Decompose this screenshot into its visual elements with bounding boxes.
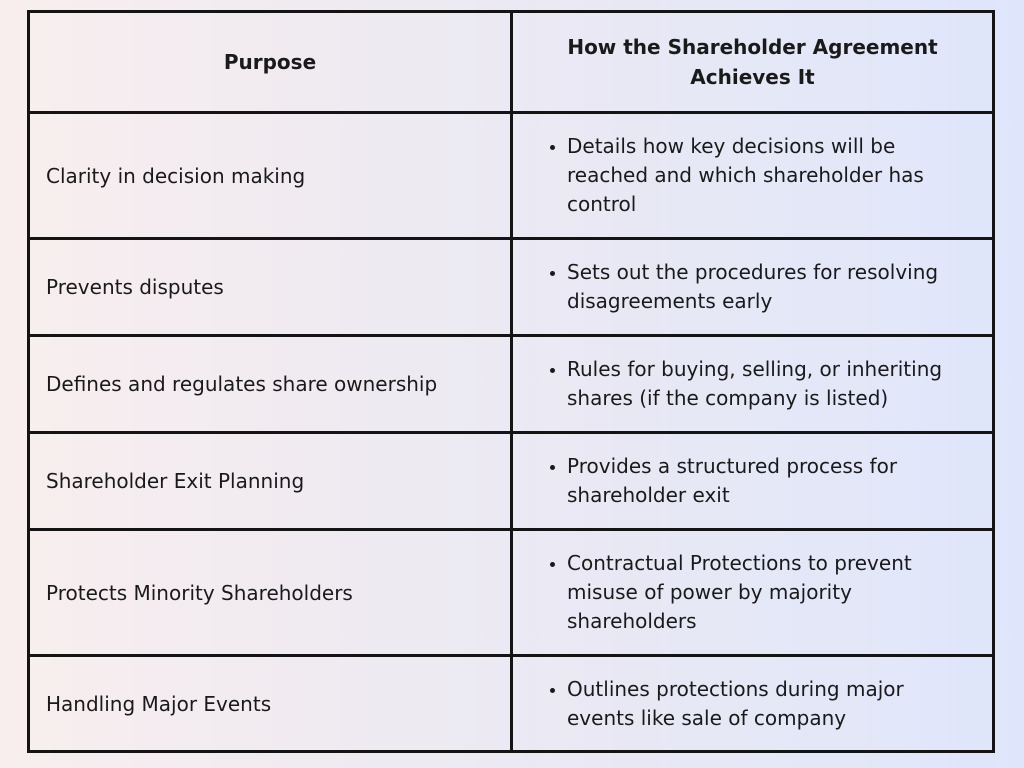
- header-purpose-text: Purpose: [223, 50, 317, 74]
- header-purpose: [30, 13, 513, 114]
- row-4-how-bullet: • Provides a structured process for shareholder exit: [567, 452, 972, 510]
- row-3-purpose: [30, 337, 513, 434]
- row-1-purpose: [30, 114, 513, 240]
- row-5-purpose: [30, 531, 513, 657]
- row-2-purpose-text: Prevents disputes: [46, 275, 224, 299]
- row-4-purpose-text: Shareholder Exit Planning: [46, 469, 305, 493]
- row-4-purpose: [30, 434, 513, 531]
- row-5-how: [513, 531, 992, 657]
- row-6-how: [513, 657, 992, 750]
- row-1-how: [513, 114, 992, 240]
- row-3-how-bullet: • Rules for buying, selling, or inheriting shares (if the company is listed): [567, 355, 972, 413]
- purpose-table: [27, 10, 995, 753]
- header-how-text: How the Shareholder Agreement Achieves It: [567, 35, 938, 89]
- header-how: [513, 13, 992, 114]
- row-2-how: [513, 240, 992, 337]
- row-3-how: [513, 337, 992, 434]
- row-6-purpose: [30, 657, 513, 750]
- row-1-how-bullet: • Details how key decisions will be reached and which shareholder has control: [567, 132, 972, 219]
- row-6-purpose-text: Handling Major Events: [46, 691, 272, 716]
- row-2-how-bullet: • Sets out the procedures for resolving disagreements early: [567, 258, 972, 316]
- row-5-how-bullet: • Contractual Protections to prevent misuse of power by majority shareholders: [567, 549, 972, 636]
- row-4-how: [513, 434, 992, 531]
- row-5-purpose-text: Protects Minority Shareholders: [46, 580, 353, 605]
- row-6-how-bullet: • Outlines protections during major events like sale of company: [567, 675, 972, 733]
- row-3-purpose-text: Defines and regulates share ownership: [46, 372, 438, 396]
- row-1-purpose-text: Clarity in decision making: [46, 163, 306, 188]
- row-2-purpose: [30, 240, 513, 337]
